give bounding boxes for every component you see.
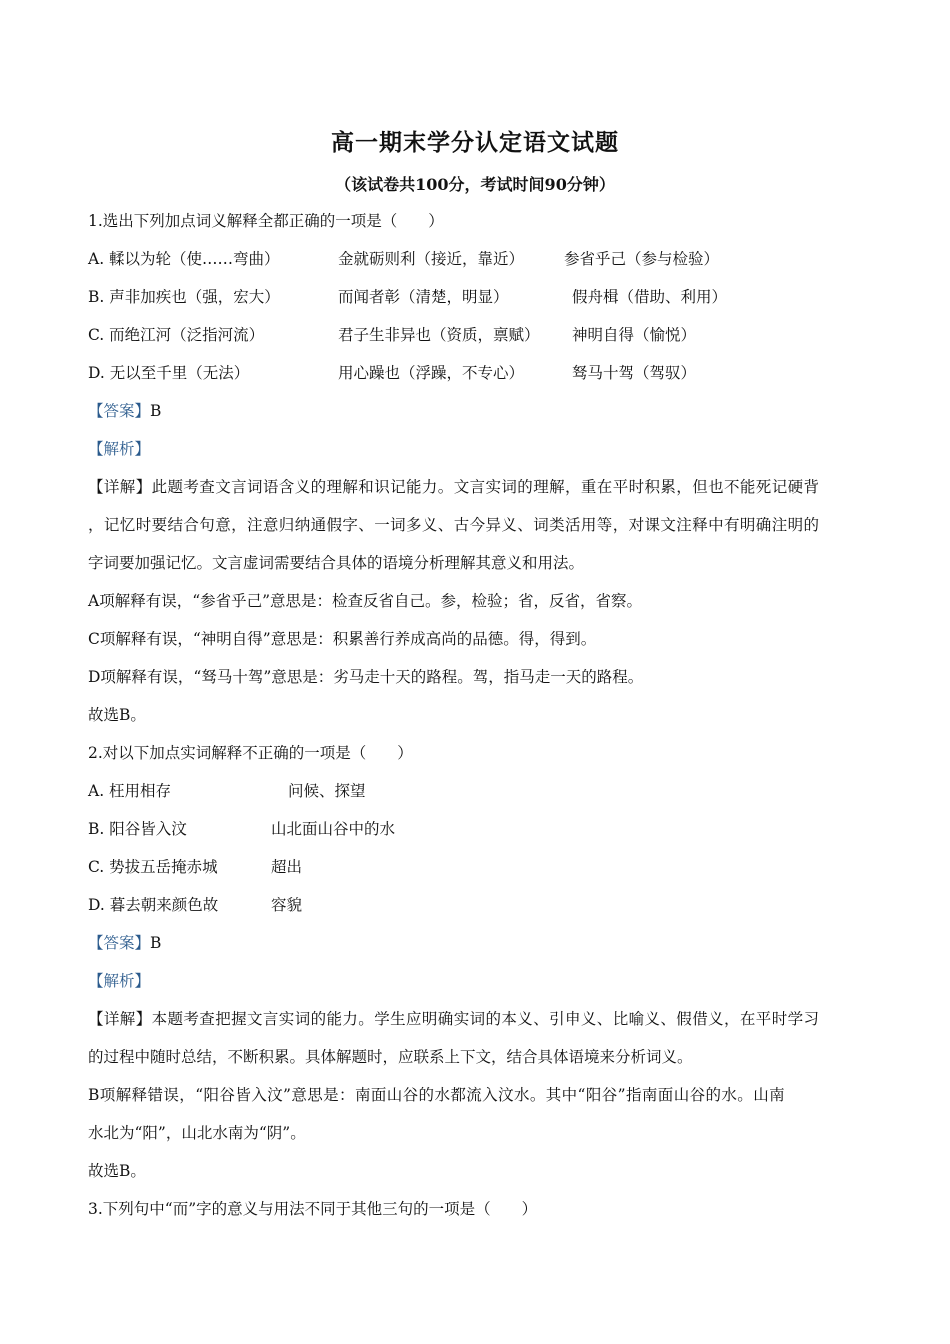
- q1-stem: 1.选出下列加点词义解释全都正确的一项是（ ）: [88, 212, 444, 230]
- q1-option-c: C. 而绝江河（泛指河流）: [88, 326, 265, 344]
- q2-explain-b-line-2: 水北为“阳”，山北水南为“阴”。: [88, 1124, 306, 1142]
- q2-conclusion: 故选B。: [88, 1162, 146, 1180]
- q1-explain-a: A项解释有误，“参省乎己”意思是：检查反省自己。参，检验；省，反省，省察。: [88, 592, 643, 610]
- detail-text: 此题考查文言词语含义的理解和识记能力。文言实词的理解，重在平时积累，但也不能死记硬背: [151, 478, 820, 496]
- q1-detail-line-2: ，记忆时要结合句意，注意归纳通假字、一词多义、古今异义、词类活用等，对课文注释中有明确注明的: [88, 516, 820, 534]
- q1-option-a-second: 金就砺则利（接近，靠近）: [338, 250, 525, 268]
- q2-answer: [88, 933, 161, 953]
- q2-option-d-meaning: 容貌: [271, 896, 303, 914]
- answer-value: B: [150, 934, 162, 952]
- detail-tag: 【详解】: [88, 1010, 152, 1028]
- q3-stem: 3.下列句中“而”字的意义与用法不同于其他三句的一项是（ ）: [88, 1200, 538, 1218]
- q2-option-a: A. 枉用相存: [88, 782, 172, 800]
- page-title: 高一期末学分认定语文试题: [331, 129, 619, 156]
- answer-value: B: [150, 402, 162, 420]
- q1-detail-line-1: [88, 477, 819, 497]
- q2-option-b: B. 阳谷皆入汶: [88, 820, 187, 838]
- q1-option-d: D. 无以至千里（无法）: [88, 364, 250, 382]
- q1-analysis-tag: 【解析】: [88, 440, 151, 458]
- q1-option-c-second: 君子生非异也（资质，禀赋）: [338, 326, 540, 344]
- q1-option-c-third: 神明自得（愉悦）: [572, 326, 697, 344]
- q1-option-a: A. 輮以为轮（使……弯曲）: [88, 250, 280, 268]
- q1-explain-d: D项解释有误，“驽马十驾”意思是：劣马走十天的路程。驾，指马走一天的路程。: [88, 668, 644, 686]
- q2-explain-b-line-1: B项解释错误，“阳谷皆入汶”意思是：南面山谷的水都流入汶水。其中“阳谷”指南面山谷的水。山南: [88, 1086, 785, 1104]
- detail-text: 本题考查把握文言实词的能力。学生应明确实词的本义、引申义、比喻义、假借义，在平时学习: [151, 1010, 820, 1028]
- q1-explain-c: C项解释有误，“神明自得”意思是：积累善行养成高尚的品德。得，得到。: [88, 630, 597, 648]
- q1-conclusion: 故选B。: [88, 706, 146, 724]
- detail-tag: 【详解】: [88, 478, 152, 496]
- q1-option-a-third: 参省乎己（参与检验）: [564, 250, 720, 268]
- q2-option-c: C. 势拔五岳掩赤城: [88, 858, 218, 876]
- q2-stem: 2.对以下加点实词解释不正确的一项是（ ）: [88, 744, 413, 762]
- q2-detail-line-1: [88, 1009, 819, 1029]
- q1-answer: [88, 401, 161, 421]
- q2-option-b-meaning: 山北面山谷中的水: [271, 820, 396, 838]
- q1-option-b: B. 声非加疾也（强，宏大）: [88, 288, 280, 306]
- page-subtitle: （该试卷共100分，考试时间90分钟）: [335, 175, 615, 194]
- q2-analysis-tag: 【解析】: [88, 972, 151, 990]
- q1-option-b-second: 而闻者彰（清楚，明显）: [338, 288, 509, 306]
- answer-tag: 【答案】: [88, 934, 151, 952]
- q1-detail-line-3: 字词要加强记忆。文言虚词需要结合具体的语境分析理解其意义和用法。: [88, 554, 585, 572]
- q2-option-a-meaning: 问候、探望: [288, 782, 366, 800]
- q2-option-d: D. 暮去朝来颜色故: [88, 896, 219, 914]
- answer-tag: 【答案】: [88, 402, 151, 420]
- q2-detail-line-2: 的过程中随时总结，不断积累。具体解题时，应联系上下文，结合具体语境来分析词义。: [88, 1048, 693, 1066]
- q1-option-b-third: 假舟楫（借助、利用）: [572, 288, 728, 306]
- q1-option-d-third: 驽马十驾（驾驭）: [572, 364, 697, 382]
- q1-option-d-second: 用心躁也（浮躁，不专心）: [338, 364, 525, 382]
- q2-option-c-meaning: 超出: [271, 858, 303, 876]
